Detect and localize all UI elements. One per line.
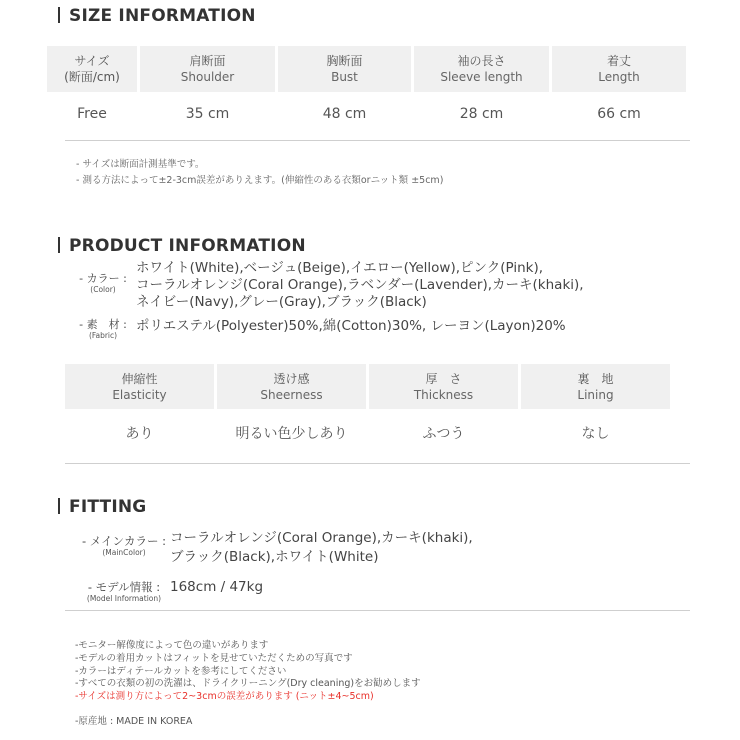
fabric-label-jp: - 素 材 : — [79, 318, 127, 331]
prop-header-elasticity — [65, 364, 214, 409]
prop-header-thickness-jp: 厚 さ — [425, 371, 462, 386]
prop-header-lining-en: Lining — [577, 387, 614, 402]
title-bar-marker — [58, 498, 60, 514]
color-label — [74, 260, 132, 311]
prop-header-lining — [521, 364, 670, 409]
prop-value-thickness: ふつう — [422, 426, 465, 442]
color-row — [74, 260, 584, 311]
size-table — [47, 46, 686, 136]
fitting-title-text: FITTING — [69, 497, 147, 517]
size-header-shoulder-jp: 肩断面 — [189, 54, 226, 68]
prop-header-sheerness-jp: 透け感 — [273, 371, 310, 386]
bottom-note: -モデルの着用カットはフィットを見せていただくための写真です — [75, 652, 353, 664]
divider — [65, 610, 690, 611]
divider — [65, 140, 690, 141]
size-header-length — [552, 46, 686, 92]
model-info-value: 168cm / 47kg — [170, 579, 264, 595]
main-color-line: ブラック(Black),ホワイト(White) — [170, 549, 379, 565]
size-header-bust — [278, 46, 411, 92]
color-value — [136, 260, 584, 311]
main-color-label — [78, 529, 170, 567]
bottom-notes — [75, 640, 421, 704]
size-header-size-unit: (断面/cm) — [64, 70, 120, 84]
main-color-line: コーラルオレンジ(Coral Orange),カーキ(khaki), — [170, 530, 473, 546]
prop-value-elasticity: あり — [125, 426, 154, 442]
size-information-title-text: SIZE INFORMATION — [69, 6, 256, 26]
color-label-en: (Color) — [90, 285, 116, 294]
bottom-note: -モニター解像度によって色の違いがあります — [75, 640, 269, 651]
property-table — [65, 364, 670, 457]
prop-header-sheerness-en: Sheerness — [260, 387, 323, 402]
prop-header-elasticity-en: Elasticity — [112, 387, 167, 402]
size-note: - サイズは断面計測基準です。 — [76, 159, 205, 170]
color-line: ネイビー(Navy),グレー(Gray),ブラック(Black) — [136, 294, 427, 310]
model-info-row — [78, 578, 263, 604]
property-table-header — [65, 364, 670, 409]
bottom-note: -カラーはディテールカットを参考にしてください — [75, 665, 287, 677]
prop-header-lining-jp: 裏 地 — [577, 371, 614, 386]
size-value-size: Free — [77, 106, 107, 122]
fitting-title — [58, 497, 146, 517]
bottom-note: -すべての衣類の初の洗濯は、ドライクリーニング(Dry cleaning)をお勧めします — [75, 678, 421, 690]
size-header-sleeve — [414, 46, 549, 92]
prop-header-elasticity-jp: 伸縮性 — [121, 371, 158, 386]
property-table-values — [65, 409, 670, 457]
size-value-sleeve: 28 cm — [459, 106, 504, 122]
fabric-row — [74, 318, 566, 341]
main-color-label-en: (MainColor) — [102, 548, 146, 557]
size-table-header — [47, 46, 686, 92]
size-value-shoulder: 35 cm — [185, 106, 230, 122]
divider — [65, 463, 690, 464]
origin-note: -原産地 : MADE IN KOREA — [75, 716, 193, 727]
product-information-title — [58, 236, 306, 256]
size-header-sleeve-jp: 袖の長さ — [457, 54, 506, 68]
title-bar-marker — [58, 237, 60, 253]
size-value-bust: 48 cm — [322, 106, 367, 122]
size-header-shoulder-en: Shoulder — [180, 70, 235, 84]
bottom-note-warning: -サイズは測り方によって2~3cmの誤差があります (ニット±4~5cm) — [75, 691, 374, 703]
size-header-shoulder — [140, 46, 275, 92]
color-line: コーラルオレンジ(Coral Orange),ラベンダー(Lavender),カーキ(khaki), — [136, 277, 584, 293]
model-info-label — [78, 578, 170, 604]
size-header-sleeve-en: Sleeve length — [440, 70, 523, 84]
prop-header-thickness-en: Thickness — [413, 387, 474, 402]
prop-value-lining: なし — [581, 426, 610, 442]
size-value-length: 66 cm — [597, 106, 641, 122]
fabric-label-en: (Fabric) — [88, 331, 118, 340]
fabric-value: ポリエステル(Polyester)50%,綿(Cotton)30%, レーヨン(Layon)20% — [136, 318, 566, 334]
size-header-length-jp: 着丈 — [606, 54, 631, 68]
prop-header-thickness — [369, 364, 518, 409]
prop-header-sheerness — [217, 364, 366, 409]
model-info-label-en: (Model Information) — [86, 594, 162, 603]
product-information-title-text: PRODUCT INFORMATION — [69, 236, 306, 256]
size-header-bust-en: Bust — [331, 70, 358, 84]
size-header-bust-jp: 胸断面 — [326, 54, 363, 68]
fabric-label — [74, 318, 132, 341]
model-info-label-jp: - モデル情報 : — [87, 580, 161, 594]
size-header-length-en: Length — [598, 70, 640, 84]
size-note: - 測る方法によって±2-3cm誤差がありえます。(伸縮性のある衣類orニット類 ±5cm) — [76, 175, 444, 186]
main-color-label-jp: - メインカラー : — [81, 534, 167, 548]
size-header-size-jp: サイズ — [74, 54, 110, 68]
size-header-size — [47, 46, 137, 92]
prop-value-sheerness: 明るい色少しあり — [235, 426, 348, 442]
title-bar-marker — [58, 7, 60, 23]
main-color-value — [170, 529, 473, 567]
size-information-title — [58, 6, 256, 26]
size-table-values — [47, 92, 686, 136]
size-notes — [76, 157, 443, 189]
color-label-jp: - カラー : — [79, 272, 127, 285]
color-line: ホワイト(White),ベージュ(Beige),イエロー(Yellow),ピンク(Pink), — [136, 260, 544, 276]
main-color-row — [78, 529, 473, 567]
